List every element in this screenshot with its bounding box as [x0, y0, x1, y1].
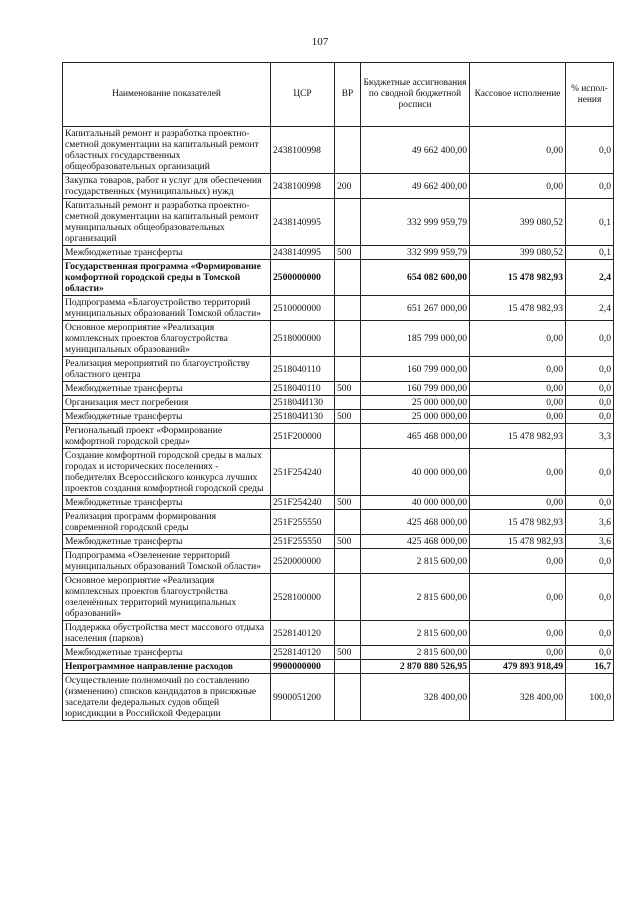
cell-vr: 500 [335, 535, 361, 549]
table-row [63, 449, 614, 496]
table-row [63, 510, 614, 535]
cell-csr: 2438100998 [271, 174, 335, 199]
cell-percent: 2,4 [566, 296, 614, 321]
cell-csr: 2518040110 [271, 382, 335, 396]
table-row [63, 410, 614, 424]
cell-budget: 2 815 600,00 [361, 646, 470, 660]
page-number: 107 [311, 36, 329, 48]
cell-name: Непрограммное направление расходов [63, 660, 271, 674]
cell-csr: 2528100000 [271, 574, 335, 621]
table-row [63, 574, 614, 621]
header-cash: Кассовое исполнение [470, 63, 566, 127]
table-row [63, 246, 614, 260]
table-row [63, 174, 614, 199]
cell-vr [335, 660, 361, 674]
cell-cash: 15 478 982,93 [470, 510, 566, 535]
cell-cash: 0,00 [470, 621, 566, 646]
cell-percent: 0,0 [566, 321, 614, 357]
header-vr: ВР [335, 63, 361, 127]
cell-csr: 2438100998 [271, 127, 335, 174]
cell-vr [335, 621, 361, 646]
cell-cash: 0,00 [470, 321, 566, 357]
cell-cash: 15 478 982,93 [470, 535, 566, 549]
cell-vr: 500 [335, 646, 361, 660]
header-csr: ЦСР [271, 63, 335, 127]
cell-csr: 251F255550 [271, 510, 335, 535]
cell-cash: 0,00 [470, 174, 566, 199]
cell-budget: 2 870 880 526,95 [361, 660, 470, 674]
table-row [63, 660, 614, 674]
cell-name: Межбюджетные трансферты [63, 496, 271, 510]
cell-vr [335, 510, 361, 535]
cell-name: Поддержка обустройства мест массового отдыха населения (парков) [63, 621, 271, 646]
table-row [63, 621, 614, 646]
cell-vr [335, 396, 361, 410]
cell-name: Организация мест погребения [63, 396, 271, 410]
cell-name: Осуществление полномочий по составлению (изменению) списков кандидатов в присяжные заседатели федеральных судов общей юрисдикции в Российской Федерации [63, 674, 271, 721]
cell-budget: 185 799 000,00 [361, 321, 470, 357]
cell-budget: 425 468 000,00 [361, 535, 470, 549]
cell-name: Закупка товаров, работ и услуг для обеспечения государственных (муниципальных) нужд [63, 174, 271, 199]
cell-csr: 2520000000 [271, 549, 335, 574]
cell-name: Межбюджетные трансферты [63, 246, 271, 260]
table-row [63, 199, 614, 246]
cell-name: Капитальный ремонт и разработка проектно-сметной документации на капитальный ремонт муниципальных общеобразовательных организаций [63, 199, 271, 246]
cell-csr: 2438140995 [271, 246, 335, 260]
cell-budget: 25 000 000,00 [361, 410, 470, 424]
cell-csr: 2510000000 [271, 296, 335, 321]
cell-percent: 3,3 [566, 424, 614, 449]
cell-name: Подпрограмма «Благоустройство территорий муниципальных образований Томской области» [63, 296, 271, 321]
cell-percent: 0,1 [566, 246, 614, 260]
table-row [63, 357, 614, 382]
cell-budget: 651 267 000,00 [361, 296, 470, 321]
cell-percent: 0,0 [566, 621, 614, 646]
cell-name: Межбюджетные трансферты [63, 646, 271, 660]
cell-budget: 49 662 400,00 [361, 174, 470, 199]
cell-cash: 0,00 [470, 127, 566, 174]
cell-cash: 479 893 918,49 [470, 660, 566, 674]
cell-name: Государственная программа «Формирование комфортной городской среды в Томской области» [63, 260, 271, 296]
cell-vr [335, 296, 361, 321]
cell-vr [335, 127, 361, 174]
cell-budget: 332 999 959,79 [361, 199, 470, 246]
cell-name: Реализация мероприятий по благоустройству областного центра [63, 357, 271, 382]
table-row [63, 396, 614, 410]
cell-percent: 0,0 [566, 174, 614, 199]
table-row [63, 674, 614, 721]
cell-budget: 25 000 000,00 [361, 396, 470, 410]
cell-cash: 0,00 [470, 410, 566, 424]
cell-percent: 0,0 [566, 357, 614, 382]
cell-name: Межбюджетные трансферты [63, 410, 271, 424]
cell-name: Капитальный ремонт и разработка проектно-сметной документации на капитальный ремонт областных государственных общеобразовательных организаций [63, 127, 271, 174]
cell-percent: 0,0 [566, 396, 614, 410]
cell-percent: 0,0 [566, 496, 614, 510]
cell-cash: 0,00 [470, 449, 566, 496]
cell-cash: 0,00 [470, 357, 566, 382]
cell-cash: 399 080,52 [470, 199, 566, 246]
cell-percent: 3,6 [566, 535, 614, 549]
table-row [63, 296, 614, 321]
cell-percent: 0,0 [566, 410, 614, 424]
header-name: Наименование показателей [63, 63, 271, 127]
table-row [63, 496, 614, 510]
cell-cash: 0,00 [470, 646, 566, 660]
cell-cash: 0,00 [470, 396, 566, 410]
cell-vr [335, 574, 361, 621]
cell-vr [335, 424, 361, 449]
cell-vr [335, 321, 361, 357]
cell-budget: 328 400,00 [361, 674, 470, 721]
cell-cash: 399 080,52 [470, 246, 566, 260]
cell-percent: 0,0 [566, 449, 614, 496]
cell-name: Основное мероприятие «Реализация комплексных проектов благоустройства муниципальных образований» [63, 321, 271, 357]
table-row [63, 127, 614, 174]
cell-vr: 500 [335, 410, 361, 424]
cell-vr: 500 [335, 246, 361, 260]
cell-budget: 49 662 400,00 [361, 127, 470, 174]
cell-name: Создание комфортной городской среды в малых городах и исторических поселениях - победителях Всероссийского конкурса лучших проектов создания комфортной городской среды [63, 449, 271, 496]
table-header-row [63, 63, 614, 127]
cell-budget: 2 815 600,00 [361, 549, 470, 574]
cell-percent: 0,0 [566, 574, 614, 621]
cell-csr: 2518000000 [271, 321, 335, 357]
cell-budget: 2 815 600,00 [361, 574, 470, 621]
cell-cash: 0,00 [470, 574, 566, 621]
table-row [63, 321, 614, 357]
cell-cash: 0,00 [470, 549, 566, 574]
table-row [63, 260, 614, 296]
cell-percent: 0,0 [566, 646, 614, 660]
cell-csr: 251F254240 [271, 496, 335, 510]
cell-csr: 251F200000 [271, 424, 335, 449]
cell-percent: 0,1 [566, 199, 614, 246]
cell-vr: 500 [335, 496, 361, 510]
cell-cash: 328 400,00 [470, 674, 566, 721]
cell-budget: 654 082 600,00 [361, 260, 470, 296]
cell-csr: 9900000000 [271, 660, 335, 674]
table-row [63, 424, 614, 449]
cell-vr: 200 [335, 174, 361, 199]
cell-cash: 15 478 982,93 [470, 424, 566, 449]
cell-percent: 100,0 [566, 674, 614, 721]
cell-vr [335, 260, 361, 296]
cell-vr [335, 357, 361, 382]
cell-percent: 3,6 [566, 510, 614, 535]
cell-csr: 2528140120 [271, 646, 335, 660]
cell-vr [335, 674, 361, 721]
cell-cash: 15 478 982,93 [470, 260, 566, 296]
cell-name: Подпрограмма «Озеленение территорий муниципальных образований Томской области» [63, 549, 271, 574]
cell-csr: 2518040110 [271, 357, 335, 382]
cell-name: Основное мероприятие «Реализация комплексных проектов благоустройства озеленённых территорий муниципальных образований» [63, 574, 271, 621]
cell-budget: 332 999 959,79 [361, 246, 470, 260]
cell-cash: 0,00 [470, 382, 566, 396]
cell-name: Межбюджетные трансферты [63, 382, 271, 396]
cell-csr: 251F254240 [271, 449, 335, 496]
cell-percent: 0,0 [566, 382, 614, 396]
cell-cash: 15 478 982,93 [470, 296, 566, 321]
cell-name: Межбюджетные трансферты [63, 535, 271, 549]
cell-vr [335, 199, 361, 246]
cell-percent: 0,0 [566, 127, 614, 174]
cell-budget: 160 799 000,00 [361, 357, 470, 382]
cell-csr: 251F255550 [271, 535, 335, 549]
cell-csr: 251804И130 [271, 396, 335, 410]
cell-name: Реализация программ формирования современной городской среды [63, 510, 271, 535]
cell-budget: 425 468 000,00 [361, 510, 470, 535]
cell-csr: 2438140995 [271, 199, 335, 246]
header-budget: Бюджетные ассигнования по сводной бюджетной росписи [361, 63, 470, 127]
cell-budget: 2 815 600,00 [361, 621, 470, 646]
cell-budget: 40 000 000,00 [361, 496, 470, 510]
header-percent: % испол-нения [566, 63, 614, 127]
cell-csr: 2528140120 [271, 621, 335, 646]
cell-budget: 160 799 000,00 [361, 382, 470, 396]
table-row [63, 535, 614, 549]
cell-vr [335, 549, 361, 574]
cell-vr [335, 449, 361, 496]
cell-csr: 2500000000 [271, 260, 335, 296]
cell-name: Региональный проект «Формирование комфортной городской среды» [63, 424, 271, 449]
table-row [63, 549, 614, 574]
cell-csr: 251804И130 [271, 410, 335, 424]
cell-percent: 16,7 [566, 660, 614, 674]
cell-budget: 465 468 000,00 [361, 424, 470, 449]
cell-csr: 9900051200 [271, 674, 335, 721]
cell-cash: 0,00 [470, 496, 566, 510]
table-row [63, 646, 614, 660]
cell-vr: 500 [335, 382, 361, 396]
cell-percent: 2,4 [566, 260, 614, 296]
table-row [63, 382, 614, 396]
table-body [63, 127, 614, 721]
budget-execution-table [62, 62, 614, 721]
cell-percent: 0,0 [566, 549, 614, 574]
cell-budget: 40 000 000,00 [361, 449, 470, 496]
